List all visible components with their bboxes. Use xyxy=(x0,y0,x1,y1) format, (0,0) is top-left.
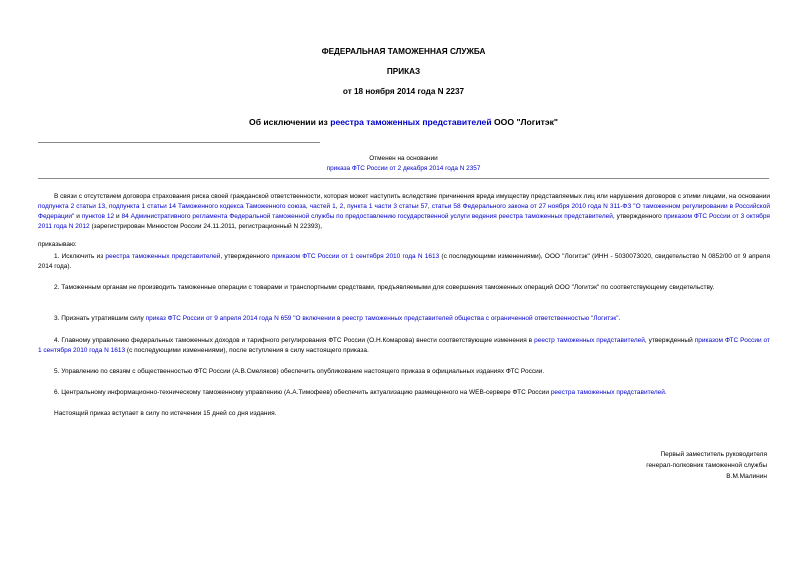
link-registry-1[interactable]: реестра таможенных представителей xyxy=(105,253,221,260)
link-part2[interactable]: 2 xyxy=(339,203,344,210)
signer-rank: генерал-полковник таможенной службы xyxy=(646,462,767,469)
signature-block xyxy=(567,449,767,482)
link-order1613-1[interactable]: приказом ФТС России от 1 сентября 2010 года N 1613 xyxy=(271,253,440,260)
title-registry-link[interactable]: реестра таможенных представителей xyxy=(330,117,492,127)
link-order659[interactable]: приказ ФТС России от 9 апреля 2014 года N 659 "О включении в реестр таможенных представителей общества с ограниченной ответственностью "Логитэк" xyxy=(145,315,619,322)
item-1: 1. Исключить из реестра таможенных представителей, утвержденного приказом ФТС России от 1 сентября 2010 года N 1613 (с последующими изменениями), ООО "Логитэк" (ИНН - 5030073020, свидетельство N 0852/00 от 9 апреля 2014 года). xyxy=(38,253,770,270)
order-word: приказываю: xyxy=(38,241,77,248)
link-art57[interactable]: пункта 1 части 3 статьи 57 xyxy=(347,203,428,210)
link-art14[interactable]: подпункта 1 статьи 14 Таможенного кодекса Таможенного союза xyxy=(108,203,306,210)
item-6: 6. Центральному информационно-техническому таможенному управлению (А.А.Тимофеев) обеспечить актуализацию размещенного на WEB-сервере ФТС России реестра таможенных представителей. xyxy=(54,389,667,396)
divider-full xyxy=(38,178,769,179)
item-4: 4. Главному управлению федеральных таможенных доходов и тарифного регулирования ФТС России (О.Н.Комарова) внести соответствующие изменения в реестр таможенных представителей, утвержденный приказом ФТС России от 1 сентября 2010 года N 1613 (с последующими изменениями), после вступления в силу настоящего приказа. xyxy=(38,337,770,354)
agency-heading: ФЕДЕРАЛЬНАЯ ТАМОЖЕННАЯ СЛУЖБА xyxy=(321,47,486,56)
link-registry-6[interactable]: реестра таможенных представителей xyxy=(550,389,665,396)
date-number-heading: от 18 ноября 2014 года N 2237 xyxy=(342,87,465,96)
preamble-paragraph: В связи с отсутствием договора страхования риска своей гражданской ответственности, которая может наступить вследствие причинения вреда имуществу представляемых лиц или нарушения договоров с этими лицами, на основании подпункта 2 статьи 13, подпункта 1 статьи 14 Таможенного кодекса Таможенного союза, частей 1, 2, пункта 1 части 3 статьи 57, статьи 58 Федерального закона от 27 ноября 2010 года N 311-ФЗ "О таможенном регулировании в Российской Федерации" и пунктов 12 и 84 Административного регламента Федеральной таможенной службы по предоставлению государственной услуги ведения реестра таможенных представителей, утвержденного приказом ФТС России от 3 октября 2011 года N 2012 (зарегистрирован Минюстом России 24.11.2011, регистрационный N 22393), xyxy=(38,193,770,230)
link-order2012[interactable]: приказом ФТС России от 3 октября 2011 года N 2012 xyxy=(38,213,770,230)
item-2: 2. Таможенным органам не производить таможенные операции с товарами и транспортными средствами, предъявляемыми для совершения таможенных операций ООО "Логитэк" по соответствующему свидетельству. xyxy=(54,284,715,291)
item-7: Настоящий приказ вступает в силу по истечении 15 дней со дня издания. xyxy=(54,410,277,417)
link-art13[interactable]: подпункта 2 статьи 13 xyxy=(38,203,106,210)
signer-position: Первый заместитель руководителя xyxy=(660,451,767,458)
cancel-order-link[interactable]: приказа ФТС России от 2 декабря 2014 года N 2357 xyxy=(326,165,481,172)
link-registry-4[interactable]: реестр таможенных представителей xyxy=(534,337,645,344)
divider-short xyxy=(38,142,320,143)
cancel-note xyxy=(0,164,807,174)
link-point84[interactable]: 84 Административного регламента Федеральной таможенной службы по предоставлению государственной услуги ведения реестра таможенных представителей xyxy=(121,213,613,220)
doc-type-heading: ПРИКАЗ xyxy=(386,67,421,76)
signer-name: В.М.Малинин xyxy=(726,473,767,480)
document-title: Об исключении из реестра таможенных представителей ООО "Логитэк" xyxy=(249,117,558,127)
link-art58[interactable]: статьи 58 Федерального закона от 27 ноября 2010 года N 311-ФЗ "О таможенном регулировании в Российской Федерации" xyxy=(38,203,770,220)
link-point12[interactable]: пунктов 12 xyxy=(81,213,115,220)
link-order1613-4[interactable]: приказом ФТС России от 1 сентября 2010 года N 1613 xyxy=(38,337,770,354)
item-3: 3. Признать утратившим силу приказ ФТС России от 9 апреля 2014 года N 659 "О включении в реестр таможенных представителей общества с ограниченной ответственностью "Логитэк". xyxy=(54,315,621,322)
cancel-note-line: Отменен на основании xyxy=(369,155,438,162)
item-5: 5. Управлению по связям с общественностью ФТС России (А.В.Смеляков) обеспечить опубликование настоящего приказа в официальных изданиях ФТС России. xyxy=(54,368,545,375)
link-part1[interactable]: частей 1 xyxy=(309,203,336,210)
